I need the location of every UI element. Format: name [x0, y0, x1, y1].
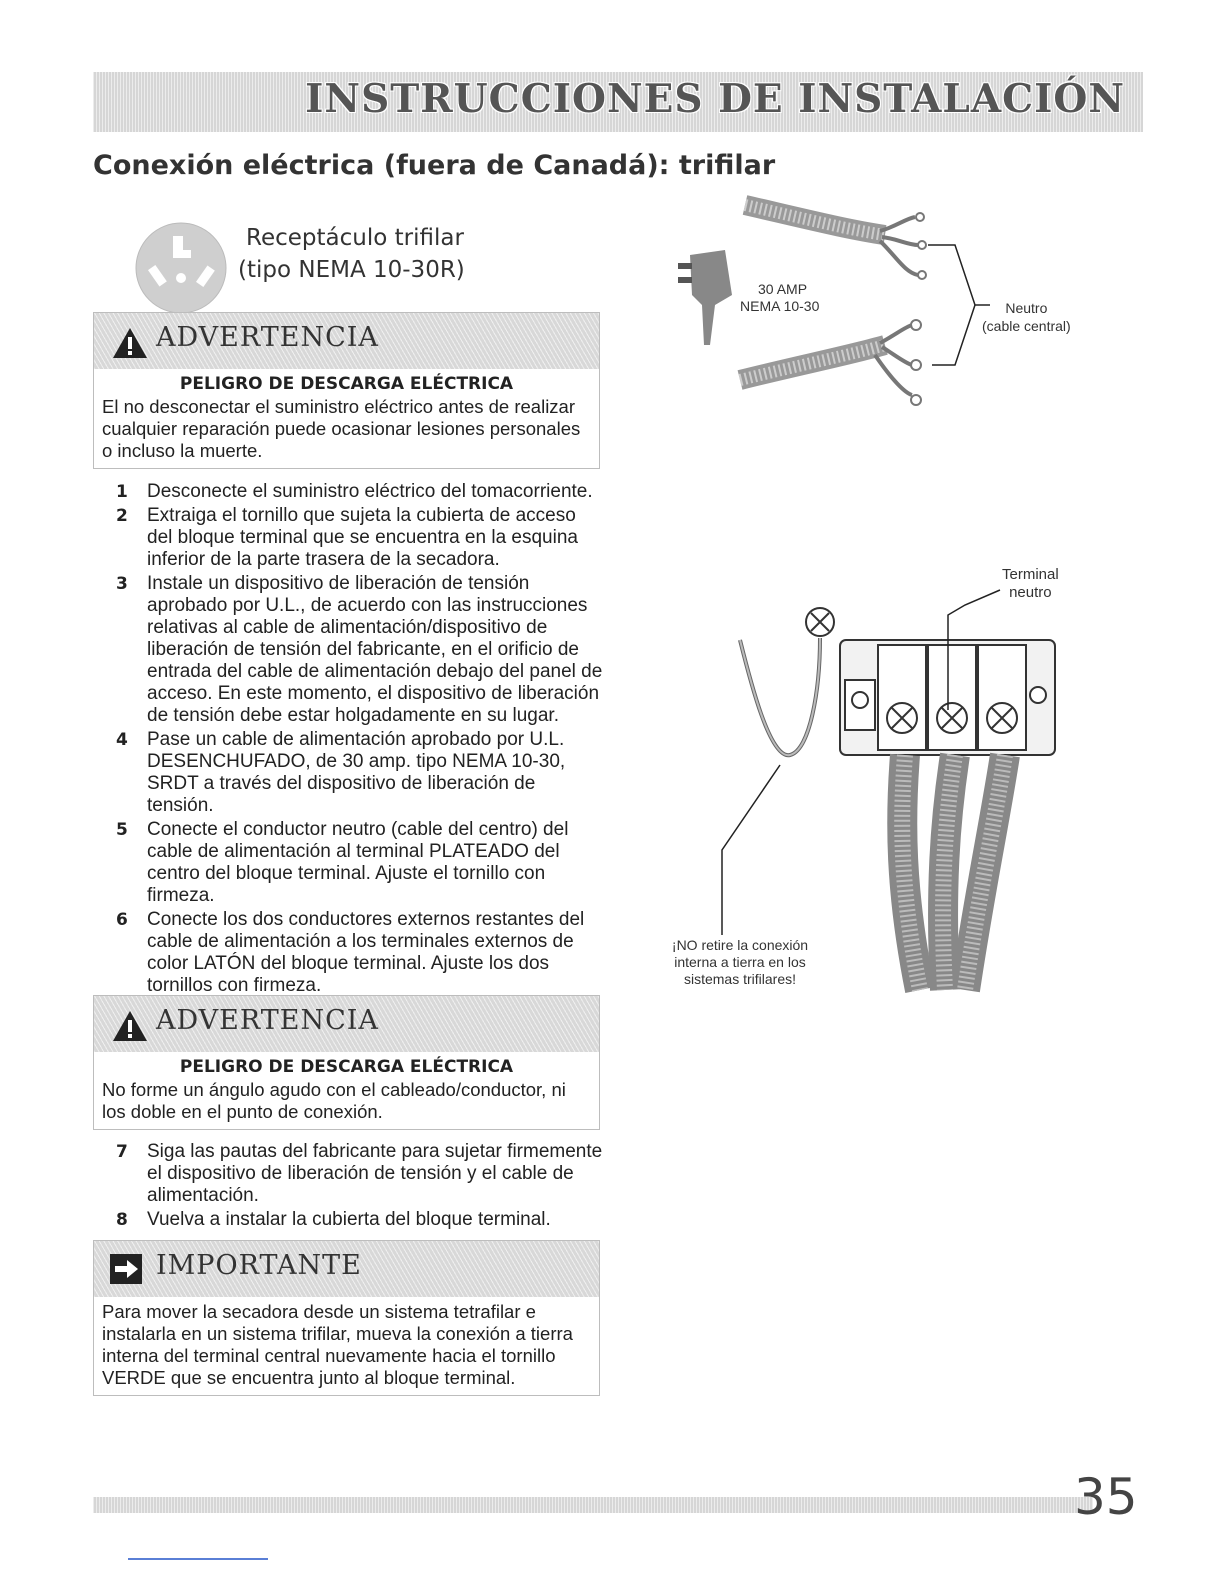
steps-list-b [110, 1141, 605, 1233]
important-box [93, 1240, 600, 1396]
terminal-label-line2: neutro [1009, 584, 1052, 601]
footer-bar [93, 1497, 1093, 1513]
list-item [110, 1209, 605, 1231]
warning-box-2 [93, 995, 600, 1130]
warning-box-1-hazard: PELIGRO DE DESCARGA ELÉCTRICA [179, 374, 514, 394]
step-number: 3 [116, 574, 128, 594]
warning-box-2-title: ADVERTENCIA [156, 1005, 379, 1036]
terminal-block-diagram [720, 560, 1100, 1000]
step-text: Conecte el conductor neutro (cable del centro) del cable de alimentación al terminal PLATEADO del centro del bloque terminal. Ajuste el tornillo con firmeza. [147, 819, 569, 906]
warning-box-1-text: El no desconectar el suministro eléctrico antes de realizar cualquier reparación puede ocasionar lesiones personales o incluso la muerte. [102, 396, 581, 461]
step-text: Pase un cable de alimentación aprobado por U.L. DESENCHUFADO, de 30 amp. tipo NEMA 10-30, SRDT a través del dispositivo de liberación de tensión. [147, 729, 566, 816]
ground-note-label [655, 937, 825, 988]
list-item [110, 1141, 605, 1207]
important-box-text: Para mover la secadora desde un sistema tetrafilar e instalarla en un sistema trifilar, mueva la conexión a tierra interna del terminal central nuevamente hacia el tornillo VERDE que se encuentra junto al bloque terminal. [102, 1301, 573, 1388]
arrow-right-icon [110, 1254, 142, 1284]
list-item [110, 729, 605, 817]
warning-box-1-title: ADVERTENCIA [156, 322, 379, 353]
step-text: Conecte los dos conductores externos restantes del cable de alimentación a los terminales externos de color LATÓN del bloque terminal. Ajuste los dos tornillos con firmeza. [147, 909, 585, 996]
section-title: Conexión eléctrica (fuera de Canadá): trifilar [93, 150, 776, 181]
terminal-neutro-label [1002, 566, 1059, 602]
step-number: 8 [116, 1210, 128, 1230]
list-item [110, 573, 605, 727]
plug-nema-label: NEMA 10-30 [740, 298, 820, 314]
step-number: 4 [116, 730, 128, 750]
step-number: 2 [116, 506, 128, 526]
page-number: 35 [1074, 1468, 1138, 1526]
bottom-divider [128, 1558, 268, 1560]
step-number: 1 [116, 482, 128, 502]
step-text: Instale un dispositivo de liberación de tensión aprobado por U.L., de acuerdo con las instrucciones relativas al cable de alimentación/dispositivo de liberación de tensión del fabricante, en el orificio de entrada del cable de alimentación debajo del panel de acceso. En este momento, el dispositivo de liberación de tensión debe estar holgadamente en su lugar. [147, 573, 603, 726]
warning-box-1-header [94, 313, 599, 369]
steps-list-a [110, 481, 605, 999]
step-number: 5 [116, 820, 128, 840]
step-number: 7 [116, 1142, 128, 1162]
neutro-label [982, 299, 1071, 335]
ground-note-line3: sistemas trifilares! [683, 971, 797, 987]
important-box-title: IMPORTANTE [156, 1250, 362, 1281]
plug-label [740, 281, 820, 315]
warning-triangle-icon [112, 327, 148, 359]
list-item [110, 481, 605, 503]
step-text: Siga las pautas del fabricante para sujetar firmemente el dispositivo de liberación de tensión y el cable de alimentación. [147, 1141, 603, 1206]
step-text: Extraiga el tornillo que sujeta la cubierta de acceso del bloque terminal que se encuentra en la esquina inferior de la parte trasera de la secadora. [147, 505, 578, 570]
neutro-label-line2: (cable central) [982, 318, 1071, 334]
ground-note-line1: ¡NO retire la conexión [671, 937, 809, 953]
step-number: 6 [116, 910, 128, 930]
terminal-label-line1: Terminal [1002, 566, 1059, 583]
receptacle-label-line1: Receptáculo trifilar [246, 225, 464, 251]
warning-box-1 [93, 312, 600, 469]
warning-box-2-text: No forme un ángulo agudo con el cableado/conductor, ni los doble en el punto de conexión. [102, 1079, 566, 1122]
important-box-header [94, 1241, 599, 1297]
plug-amp-label: 30 AMP [758, 281, 808, 297]
neutro-label-line1: Neutro [1005, 300, 1048, 316]
list-item [110, 819, 605, 907]
warning-triangle-icon [112, 1010, 148, 1042]
page-header-title: INSTRUCCIONES DE INSTALACIÓN [305, 76, 1125, 122]
warning-box-2-hazard: PELIGRO DE DESCARGA ELÉCTRICA [179, 1057, 514, 1077]
header-banner [93, 72, 1143, 132]
list-item [110, 909, 605, 997]
receptacle-label-line2: (tipo NEMA 10-30R) [238, 257, 465, 283]
receptacle-label [238, 222, 465, 286]
receptacle-icon [135, 222, 227, 314]
list-item [110, 505, 605, 571]
step-text: Desconecte el suministro eléctrico del tomacorriente. [147, 481, 593, 502]
step-text: Vuelva a instalar la cubierta del bloque terminal. [147, 1209, 551, 1230]
warning-box-2-header [94, 996, 599, 1052]
ground-note-line2: interna a tierra en los [674, 954, 806, 970]
